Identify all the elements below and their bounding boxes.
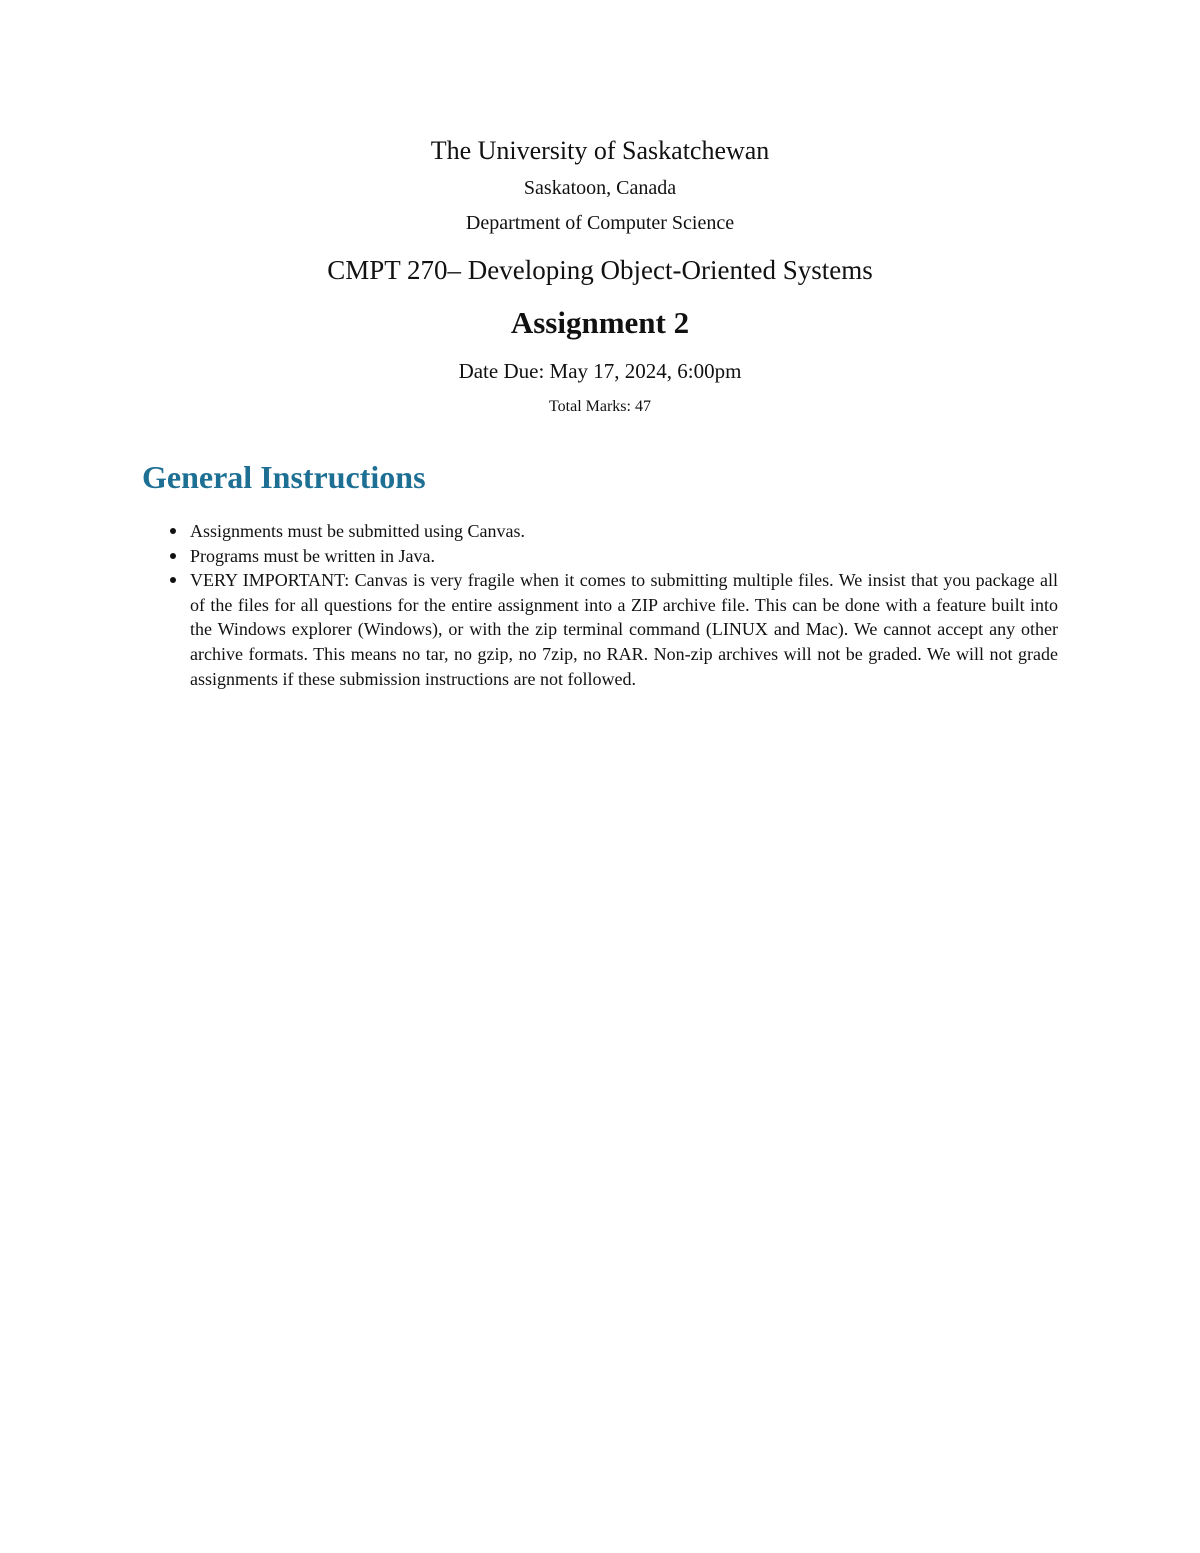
general-instructions-heading: General Instructions <box>142 459 426 495</box>
list-item <box>170 544 1058 569</box>
list-item-text: VERY IMPORTANT: Canvas is very fragile when it comes to submitting multiple files. We insist that you package all of the files for all questions for the entire assignment into a ZIP archive file. This can be done with a feature built into the Windows explorer (Windows), or with the zip terminal command (LINUX and Mac). We cannot accept any other archive formats. This means no tar, no gzip, no 7zip, no RAR. Non-zip archives will not be graded. We will not grade assignments if these submission instructions are not followed. <box>190 570 1058 689</box>
total-marks: Total Marks: 47 <box>549 398 651 415</box>
assignment-title: Assignment 2 <box>510 305 690 340</box>
due-date: Date Due: May 17, 2024, 6:00pm <box>458 359 742 383</box>
bullet-icon <box>170 528 176 534</box>
course-title: CMPT 270– Developing Object-Oriented Systems <box>327 255 873 285</box>
list-item <box>170 568 1058 691</box>
list-item-text: Programs must be written in Java. <box>190 545 435 566</box>
list-item <box>170 519 1058 544</box>
bullet-icon <box>170 577 176 583</box>
university-name: The University of Saskatchewan <box>430 136 770 165</box>
university-location: Saskatoon, Canada <box>523 177 677 199</box>
instructions-list <box>170 519 1058 691</box>
list-item-text: Assignments must be submitted using Canvas. <box>190 521 525 541</box>
department-name: Department of Computer Science <box>465 212 735 234</box>
bullet-icon <box>170 553 176 559</box>
